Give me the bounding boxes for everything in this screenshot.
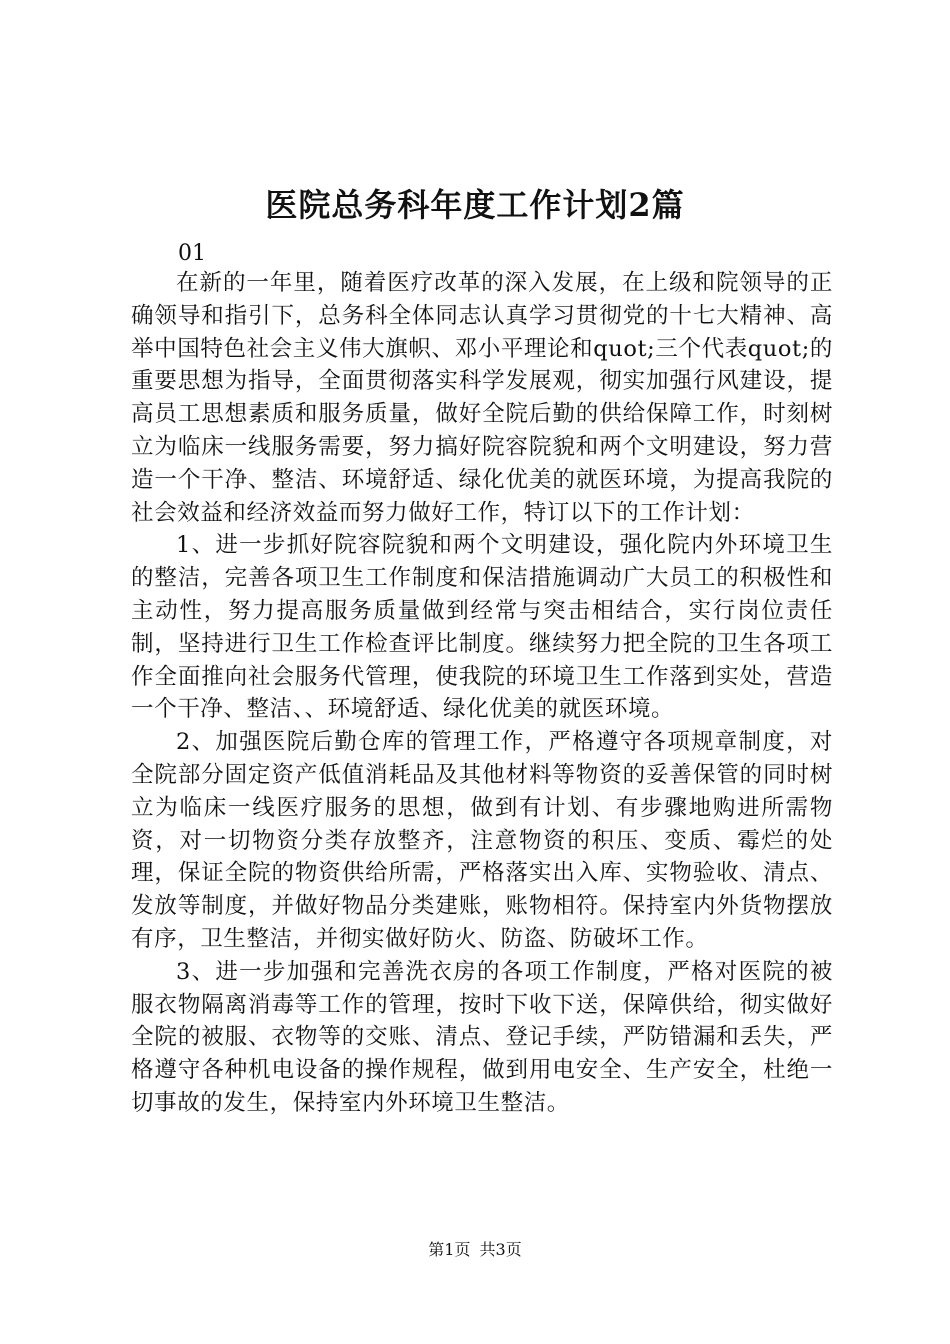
paragraph-item-2: 2、加强医院后勤仓库的管理工作，严格遵守各项规章制度，对全院部分固定资产低值消耗品及其他材料等物资的妥善保管的同时树立为临床一线医疗服务的思想，做到有计划、有步骤地购进所需物资，对一切物资分类存放整齐，注意物资的积压、变质、霉烂的处理，保证全院的物资供给所需，严格落实出入库、实物验收、清点、发放等制度，并做好物品分类建账，账物相符。保持室内外货物摆放有序，卫生整洁，并彻实做好防火、防盗、防破坏工作。 (131, 729, 833, 952)
page-footer: 第1页 共3页 (428, 1240, 522, 1259)
paragraph-item-1: 1、进一步抓好院容院貌和两个文明建设，强化院内外环境卫生的整洁，完善各项卫生工作制度和保洁措施调动广大员工的积极性和主动性，努力提高服务质量做到经常与突击相结合，实行岗位责任制，坚持进行卫生工作检查评比制度。继续努力把全院的卫生各项工作全面推向社会服务代管理，使我院的环境卫生工作落到实处，营造一个干净、整洁、、环境舒适、绿化优美的就医环境。 (131, 532, 833, 723)
paragraph-intro: 在新的一年里，随着医疗改革的深入发展，在上级和院领导的正确领导和指引下，总务科全体同志认真学习贯彻党的十七大精神、高举中国特色社会主义伟大旗帜、邓小平理论和quot;三个代表quot;的重要思想为指导，全面贯彻落实科学发展观，彻实加强行风建设，提高员工思想素质和服务质量，做好全院后勤的供给保障工作，时刻树立为临床一线服务需要，努力搞好院容院貌和两个文明建设，努力营造一个干净、整洁、环境舒适、绿化优美的就医环境，为提高我院的社会效益和经济效益而努力做好工作，特订以下的工作计划： (131, 270, 833, 526)
section-number: 01 (178, 241, 206, 266)
paragraph-item-3: 3、进一步加强和完善洗衣房的各项工作制度，严格对医院的被服衣物隔离消毒等工作的管理，按时下收下送，保障供给，彻实做好全院的被服、衣物等的交账、清点、登记手续，严防错漏和丢失，严格遵守各种机电设备的操作规程，做到用电安全、生产安全，杜绝一切事故的发生，保持室内外环境卫生整洁。 (131, 958, 833, 1116)
document-body (131, 267, 833, 1120)
document-title: 医院总务科年度工作计划2篇 (265, 186, 685, 224)
